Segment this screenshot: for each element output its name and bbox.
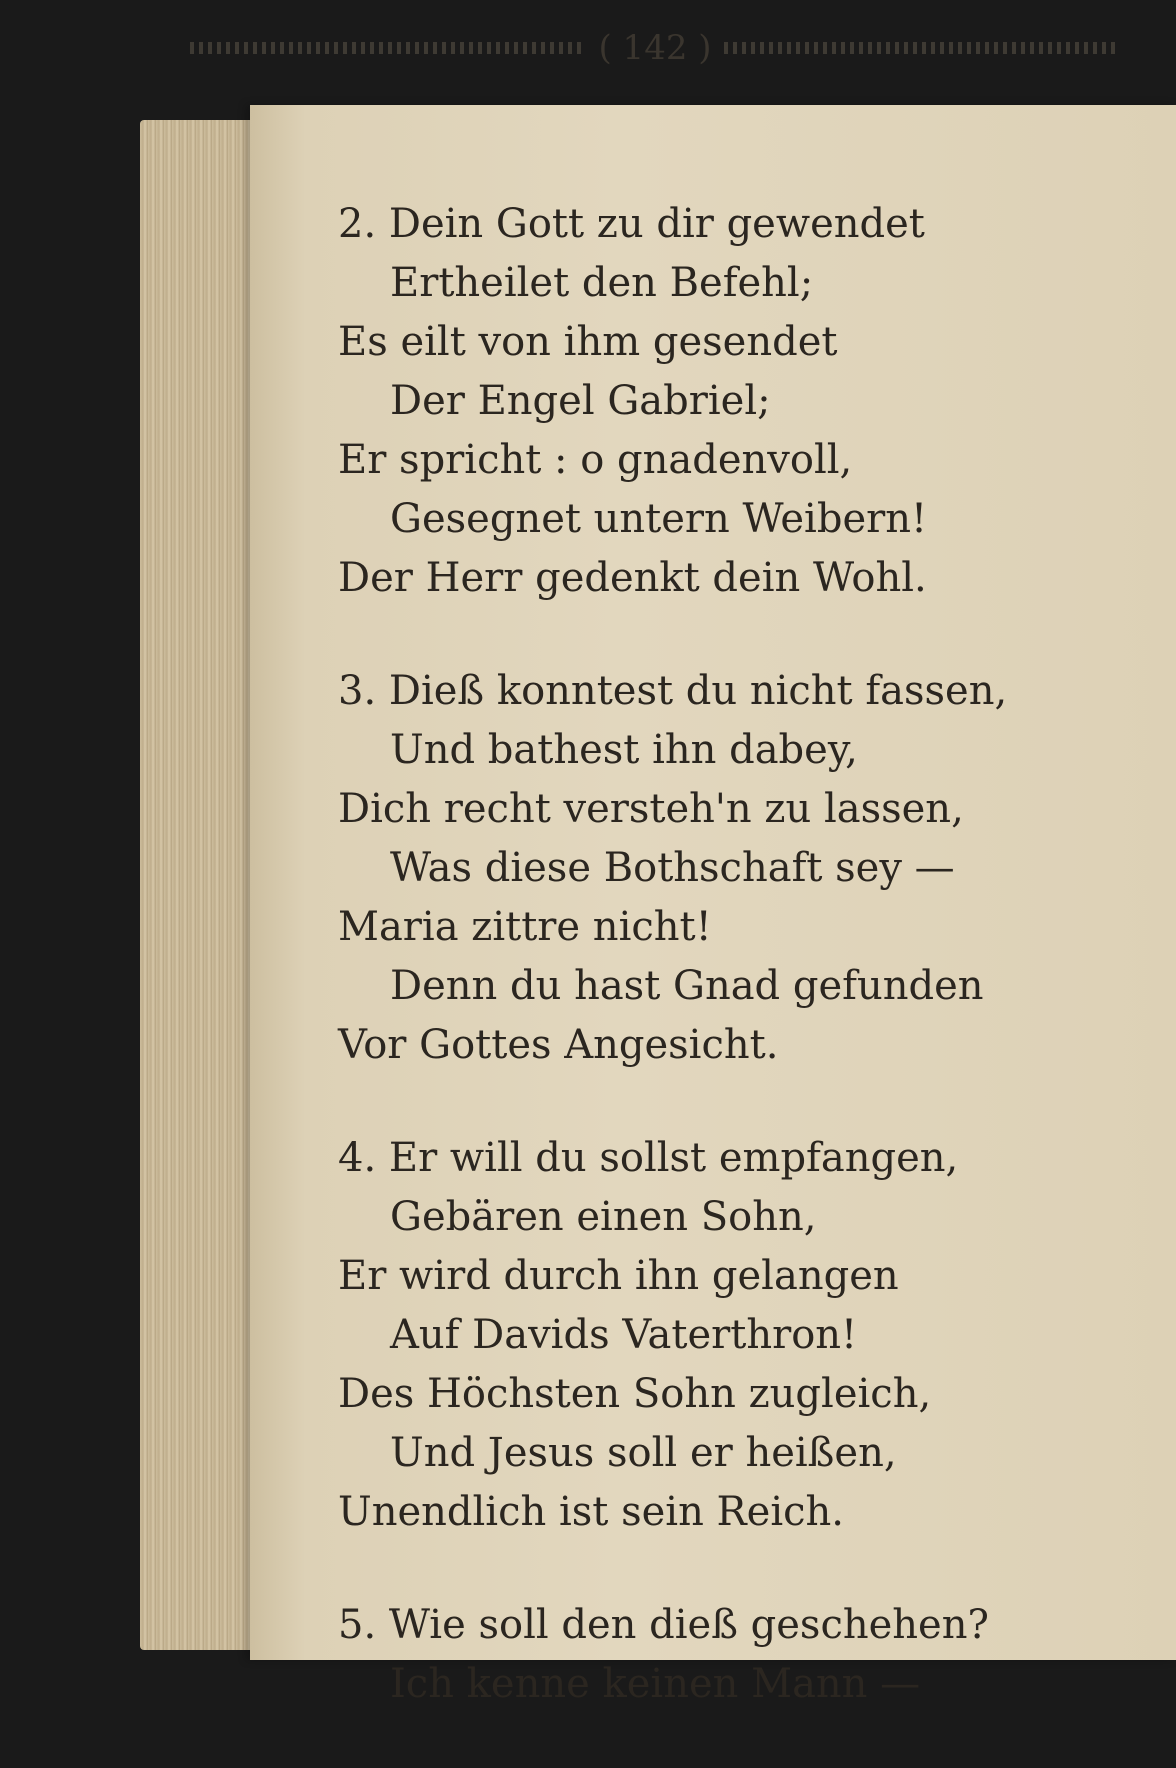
verse-line: Denn du hast Gnad gefunden (390, 963, 984, 1009)
verse-line: Er wird durch ihn gelangen (338, 1253, 899, 1299)
verse-line: 2. Dein Gott zu dir gewendet (338, 201, 925, 247)
stanza-4 (338, 1129, 1118, 1542)
verse-line: Vor Gottes Angesicht. (338, 1022, 779, 1068)
stanza-3 (338, 662, 1118, 1075)
verse-line: 4. Er will du sollst empfangen, (338, 1135, 959, 1181)
verse-line: 3. Dieß konntest du nicht fassen, (338, 668, 1008, 714)
poem (338, 195, 1118, 1768)
verse-line: 5. Wie soll den dieß geschehen? (338, 1602, 989, 1648)
verse-line: Ertheilet den Befehl; (390, 260, 814, 306)
verse-line: Des Höchsten Sohn zugleich, (338, 1371, 932, 1417)
verse-line: Gebären einen Sohn, (390, 1194, 817, 1240)
verse-line: Er spricht : o gnadenvoll, (338, 437, 853, 483)
verse-line: Der Engel Gabriel; (390, 378, 771, 424)
verse-line: Auf Davids Vaterthron! (390, 1312, 858, 1358)
verse-line: Und bathest ihn dabey, (390, 727, 858, 773)
page-header (190, 28, 1120, 68)
ornament-right-icon (724, 42, 1120, 54)
verse-line: Gesegnet untern Weibern! (390, 496, 928, 542)
verse-line: Es eilt von ihm gesendet (338, 319, 838, 365)
verse-line: Was diese Bothschaft sey — (390, 845, 955, 891)
verse-line: Maria zittre nicht! (338, 904, 712, 950)
verse-line: Der Herr gedenkt dein Wohl. (338, 555, 927, 601)
verse-line: Ich kenne keinen Mann — (390, 1661, 921, 1707)
verse-line: Und Jesus soll er heißen, (390, 1430, 897, 1476)
verse-line: Unendlich ist sein Reich. (338, 1489, 845, 1535)
page-number: ( 142 ) (598, 28, 712, 68)
stanza-2 (338, 195, 1118, 608)
stanza-5 (338, 1596, 1118, 1714)
verse-line: Dich recht versteh'n zu lassen, (338, 786, 964, 832)
ornament-left-icon (190, 42, 586, 54)
